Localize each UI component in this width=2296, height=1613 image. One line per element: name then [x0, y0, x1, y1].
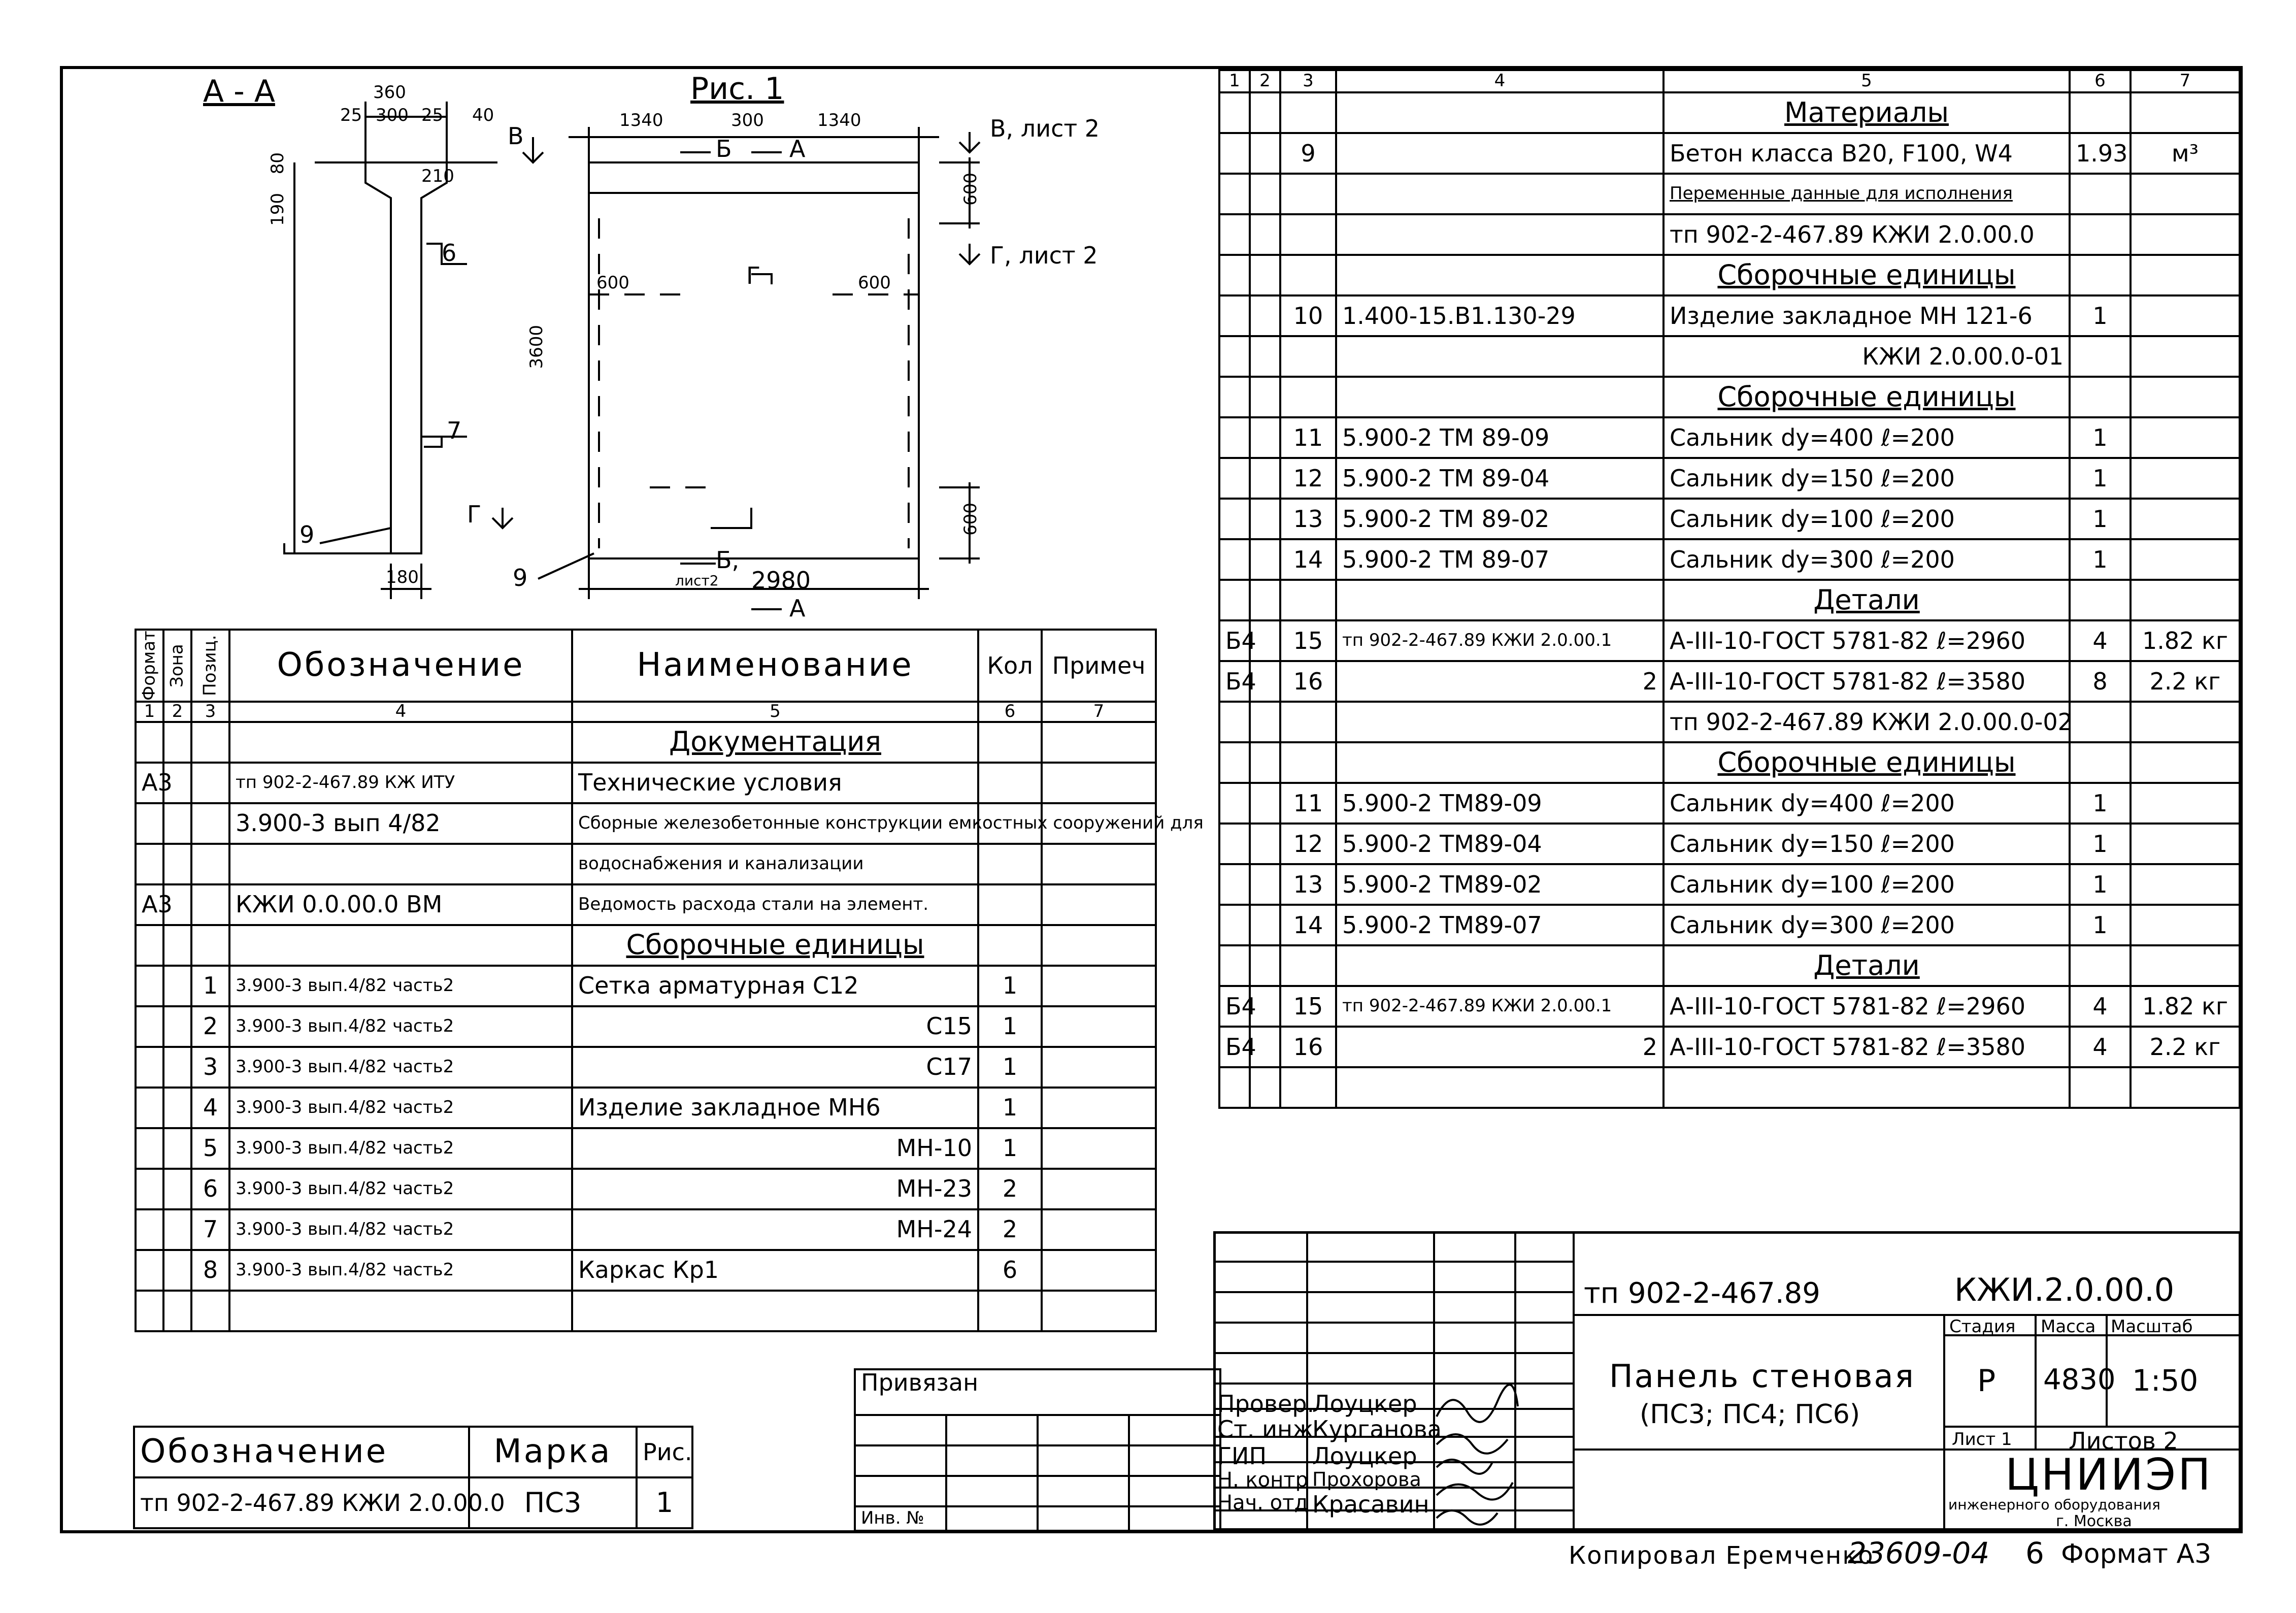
cell-pos: 9 [1280, 133, 1336, 174]
cell-name: С15 [572, 1006, 978, 1047]
cell-qty: 1 [978, 1128, 1042, 1169]
cell-qty: 4 [2070, 1027, 2131, 1067]
cell-qty: 1 [2070, 499, 2131, 539]
name-0: Лоуцкер [1312, 1390, 1417, 1418]
tb-title: Панель стеновая [1609, 1358, 1915, 1395]
marks-fig: 1 [637, 1477, 692, 1528]
cell-pos: 16 [1280, 661, 1336, 702]
cell-name: Сетка арматурная С12 [572, 966, 978, 1006]
cell-designation: 3.900-3 вып.4/82 часть2 [229, 1209, 572, 1250]
header-designation: Обозначение [229, 630, 572, 702]
dim-panel-top: 600 [960, 173, 981, 206]
cell-pos: 12 [1280, 458, 1336, 499]
tb-mass: 4830 [2043, 1363, 2116, 1396]
cell-name: Сальник dy=400 ℓ=200 [1663, 417, 2070, 458]
cell-qty: 1.93 [2070, 133, 2131, 174]
cell-pos: 15 [1280, 620, 1336, 661]
col-number: 7 [2131, 70, 2240, 92]
cell-pos: 14 [1280, 539, 1336, 580]
cell-designation: 2 [1336, 1027, 1663, 1067]
cell-qty: 6 [978, 1250, 1042, 1291]
cell-designation: 5.900-2 ТМ89-04 [1336, 824, 1663, 864]
col-number: 5 [1663, 70, 2070, 92]
callout-7: 7 [447, 417, 462, 444]
name-3: Прохорова [1312, 1468, 1421, 1491]
col-number: 4 [229, 702, 572, 722]
col-number: 5 [572, 702, 978, 722]
dim-inner-right: 600 [858, 273, 891, 293]
cell-qty: 8 [2070, 661, 2131, 702]
dim-total: 360 [373, 82, 406, 103]
marker-b-top: Б [716, 135, 732, 162]
tb-stage: Р [1977, 1363, 1996, 1399]
cell-pos: 16 [1280, 1027, 1336, 1067]
cell-name: Переменные данные для исполнения [1663, 174, 2070, 214]
cell-pos: 2 [191, 1006, 229, 1047]
footer-format: Формат А3 [2061, 1539, 2212, 1569]
marker-g-panel: Г [746, 262, 761, 289]
cell-format: Б4 [1219, 1027, 1250, 1067]
cell-pos: 8 [191, 1250, 229, 1291]
cell-pos: 10 [1280, 295, 1336, 336]
dim-bottom: 180 [386, 567, 419, 587]
cell-name: водоснабжения и канализации [572, 844, 978, 884]
cell-designation: 5.900-2 ТМ 89-09 [1336, 417, 1663, 458]
tb-city: г. Москва [2056, 1512, 2132, 1530]
col-number: 7 [1042, 702, 1156, 722]
cell-designation: 5.900-2 ТМ89-02 [1336, 864, 1663, 905]
cell-designation: КЖИ 0.0.00.0 ВМ [229, 884, 572, 925]
role-2: ГИП [1217, 1442, 1267, 1470]
tb-scale-label: Масштаб [2111, 1316, 2193, 1337]
dim-part-a: 25 [340, 105, 362, 125]
cell-pos: 13 [1280, 864, 1336, 905]
cell-designation: 2 [1336, 661, 1663, 702]
cell-name: Ведомость расхода стали на элемент. [572, 884, 978, 925]
callout-9a: 9 [300, 521, 315, 548]
dim-h1: 80 [268, 152, 288, 175]
cell-designation: 5.900-2 ТМ 89-07 [1336, 539, 1663, 580]
cell-note: 2.2 кг [2131, 661, 2240, 702]
header-zone: Зона [163, 630, 191, 702]
cell-name: Изделие закладное МН 121-6 [1663, 295, 2070, 336]
cell-qty: 1 [2070, 458, 2131, 499]
binding-label: Привязан [855, 1369, 1220, 1415]
cell-qty: 1 [2070, 905, 2131, 945]
cell-qty: 1 [978, 966, 1042, 1006]
col-number: 1 [136, 702, 163, 722]
header-note: Примеч [1042, 630, 1156, 702]
dim-part-b: 300 [376, 105, 409, 125]
cell-note: м³ [2131, 133, 2240, 174]
cell-pos: 12 [1280, 824, 1336, 864]
cell-format: Б4 [1219, 661, 1250, 702]
cell-pos: 5 [191, 1128, 229, 1169]
cell-name: Сборочные единицы [1663, 742, 2070, 783]
cell-designation: 3.900-3 вып.4/82 часть2 [229, 1088, 572, 1128]
cell-designation: тп 902-2-467.89 КЖИ 2.0.00.1 [1336, 620, 1663, 661]
cell-qty: 1 [2070, 824, 2131, 864]
marker-v-section: В [508, 122, 524, 150]
cell-designation: тп 902-2-467.89 КЖИ 2.0.00.1 [1336, 986, 1663, 1027]
tb-org-sub: инженерного оборудования [1948, 1496, 2160, 1513]
cell-qty: 4 [2070, 620, 2131, 661]
header-format: Формат [136, 630, 163, 702]
cell-name: Сальник dy=150 ℓ=200 [1663, 824, 2070, 864]
cell-note: 1.82 кг [2131, 620, 2240, 661]
role-0: Провер. [1217, 1390, 1315, 1418]
tb-org: ЦНИИЭП [2005, 1450, 2213, 1500]
cell-pos: 14 [1280, 905, 1336, 945]
cell-designation: 3.900-3 вып.4/82 часть2 [229, 1250, 572, 1291]
cell-pos: 3 [191, 1047, 229, 1088]
cell-pos: 13 [1280, 499, 1336, 539]
cell-pos: 4 [191, 1088, 229, 1128]
marks-header-designation: Обозначение [134, 1427, 469, 1477]
cell-pos: 11 [1280, 783, 1336, 824]
cell-name: Каркас Кр1 [572, 1250, 978, 1291]
cell-designation: 3.900-3 вып.4/82 часть2 [229, 1169, 572, 1209]
section-label: А - А [203, 74, 275, 109]
cell-name: тп 902-2-467.89 КЖИ 2.0.00.0-02 [1663, 702, 2070, 742]
header-pos: Позиц. [191, 630, 229, 702]
cell-pos: 15 [1280, 986, 1336, 1027]
cell-designation: 1.400-15.В1.130-29 [1336, 295, 1663, 336]
inv-label: Инв. № [855, 1506, 946, 1531]
cell-format: Б4 [1219, 620, 1250, 661]
cell-designation: 5.900-2 ТМ 89-02 [1336, 499, 1663, 539]
cell-qty: 4 [2070, 986, 2131, 1027]
cell-qty: 1 [978, 1047, 1042, 1088]
cell-pos: 11 [1280, 417, 1336, 458]
marks-mark: ПС3 [469, 1477, 637, 1528]
tb-doc-code: КЖИ.2.0.00.0 [1954, 1271, 2175, 1308]
marks-designation: тп 902-2-467.89 КЖИ 2.0.00.0 [134, 1477, 469, 1528]
col-number: 3 [1280, 70, 1336, 92]
tb-scale: 1:50 [2132, 1363, 2199, 1398]
cell-designation: 5.900-2 ТМ 89-04 [1336, 458, 1663, 499]
cell-name: Документация [572, 722, 978, 763]
dim-part-d: 40 [472, 105, 494, 125]
cell-designation: 3.900-3 вып.4/82 часть2 [229, 1047, 572, 1088]
cell-note: 2.2 кг [2131, 1027, 2240, 1067]
cell-qty: 1 [978, 1006, 1042, 1047]
tb-mass-label: Масса [2041, 1316, 2096, 1337]
marker-b-bottom: Б, [716, 546, 740, 574]
cell-designation: 5.900-2 ТМ89-07 [1336, 905, 1663, 945]
cell-name: Изделие закладное МН6 [572, 1088, 978, 1128]
tb-subtitle: (ПС3; ПС4; ПС6) [1640, 1399, 1860, 1430]
cell-designation: 3.900-3 вып.4/82 часть2 [229, 1128, 572, 1169]
dim-part-c: 25 [421, 105, 444, 125]
marks-header-fig: Рис. [637, 1427, 692, 1477]
dim-panel-bottom: 600 [960, 503, 981, 536]
marker-g-ref: Г, лист 2 [990, 242, 1098, 269]
cell-pos: 1 [191, 966, 229, 1006]
cell-name: А-III-10-ГОСТ 5781-82 ℓ=2960 [1663, 620, 2070, 661]
cell-name: Материалы [1663, 92, 2070, 133]
cell-name: Сальник dy=150 ℓ=200 [1663, 458, 2070, 499]
header-name: Наименование [572, 630, 978, 702]
cell-qty: 1 [2070, 295, 2131, 336]
footer-sheet: 6 [2025, 1536, 2044, 1570]
cell-designation: тп 902-2-467.89 КЖ ИТУ [229, 763, 572, 803]
marker-a-top: А [789, 135, 806, 162]
dim-height: 3600 [526, 325, 547, 369]
header-qty: Кол [978, 630, 1042, 702]
cell-name: Сборочные единицы [572, 925, 978, 966]
cell-name: МН-10 [572, 1128, 978, 1169]
cell-pos: 6 [191, 1169, 229, 1209]
cell-name: Детали [1663, 580, 2070, 620]
role-1: Ст. инж [1217, 1416, 1314, 1443]
cell-name: МН-24 [572, 1209, 978, 1250]
marker-g-section: Г [467, 501, 482, 528]
name-4: Красавин [1312, 1491, 1429, 1518]
cell-pos: 7 [191, 1209, 229, 1250]
cell-qty: 1 [978, 1088, 1042, 1128]
marker-v-ref: В, лист 2 [990, 115, 1100, 142]
cell-note: 1.82 кг [2131, 986, 2240, 1027]
role-3: Н. контр [1217, 1468, 1308, 1492]
tb-code: тп 902-2-467.89 [1584, 1277, 1820, 1310]
col-number: 1 [1219, 70, 1250, 92]
dim-h3: 210 [421, 166, 454, 186]
cell-designation: 3.900-3 вып.4/82 часть2 [229, 1006, 572, 1047]
name-1: Курганова [1312, 1416, 1442, 1443]
cell-name: Сборочные единицы [1663, 377, 2070, 417]
dim-panel-right: 1340 [817, 110, 861, 130]
cell-name: тп 902-2-467.89 КЖИ 2.0.00.0 [1663, 214, 2070, 255]
cell-qty: 1 [2070, 417, 2131, 458]
cell-name: Сальник dy=100 ℓ=200 [1663, 499, 2070, 539]
cell-name: Сальник dy=300 ℓ=200 [1663, 539, 2070, 580]
marker-b-bottom-sheet: лист2 [675, 572, 719, 589]
cell-designation: 3.900-3 вып 4/82 [229, 803, 572, 844]
cell-name: А-III-10-ГОСТ 5781-82 ℓ=3580 [1663, 1027, 2070, 1067]
cell-format: А3 [136, 763, 163, 803]
cell-qty: 2 [978, 1169, 1042, 1209]
tb-sheet: Лист 1 [1952, 1429, 2012, 1450]
col-number: 6 [2070, 70, 2131, 92]
role-4: Нач. отд [1217, 1491, 1309, 1515]
cell-name: Детали [1663, 945, 2070, 986]
cell-name: Бетон класса В20, F100, W4 [1663, 133, 2070, 174]
dim-h2: 190 [268, 193, 288, 226]
col-number: 2 [1250, 70, 1280, 92]
cell-name: Сборочные единицы [1663, 255, 2070, 295]
cell-name: КЖИ 2.0.00.0-01 [1663, 336, 2070, 377]
name-2: Лоуцкер [1312, 1442, 1417, 1470]
cell-format: А3 [136, 884, 163, 925]
cell-name: Сальник dy=400 ℓ=200 [1663, 783, 2070, 824]
tb-stage-label: Стадия [1949, 1316, 2016, 1337]
figure-label: Рис. 1 [690, 71, 784, 107]
col-number: 3 [191, 702, 229, 722]
dim-panel-width: 2980 [751, 567, 811, 594]
cell-name: Сальник dy=100 ℓ=200 [1663, 864, 2070, 905]
dim-panel-mid: 300 [731, 110, 764, 130]
footer-copied: Копировал Еремченко [1569, 1541, 1874, 1570]
cell-qty: 1 [2070, 539, 2131, 580]
cell-name: А-III-10-ГОСТ 5781-82 ℓ=3580 [1663, 661, 2070, 702]
col-number: 6 [978, 702, 1042, 722]
cell-designation: 5.900-2 ТМ89-09 [1336, 783, 1663, 824]
marks-header-mark: Марка [469, 1427, 637, 1477]
cell-qty: 2 [978, 1209, 1042, 1250]
cell-format: Б4 [1219, 986, 1250, 1027]
col-number: 4 [1336, 70, 1663, 92]
cell-name: А-III-10-ГОСТ 5781-82 ℓ=2960 [1663, 986, 2070, 1027]
cell-name: МН-23 [572, 1169, 978, 1209]
footer-number: 23609-04 [1848, 1536, 1990, 1570]
callout-9b: 9 [513, 564, 528, 591]
marker-a-bottom: А [789, 595, 806, 622]
callout-6: 6 [442, 239, 457, 267]
cell-name: Технические условия [572, 763, 978, 803]
col-number: 2 [163, 702, 191, 722]
cell-name: Сборные железобетонные конструкции емкостных сооружений для [572, 803, 978, 844]
cell-designation: 3.900-3 вып.4/82 часть2 [229, 966, 572, 1006]
dim-inner-left: 600 [596, 273, 629, 293]
cell-name: С17 [572, 1047, 978, 1088]
dim-panel-left: 1340 [619, 110, 663, 130]
cell-qty: 1 [2070, 864, 2131, 905]
tb-sheets: Листов 2 [2069, 1427, 2178, 1455]
cell-qty: 1 [2070, 783, 2131, 824]
cell-name: Сальник dy=300 ℓ=200 [1663, 905, 2070, 945]
